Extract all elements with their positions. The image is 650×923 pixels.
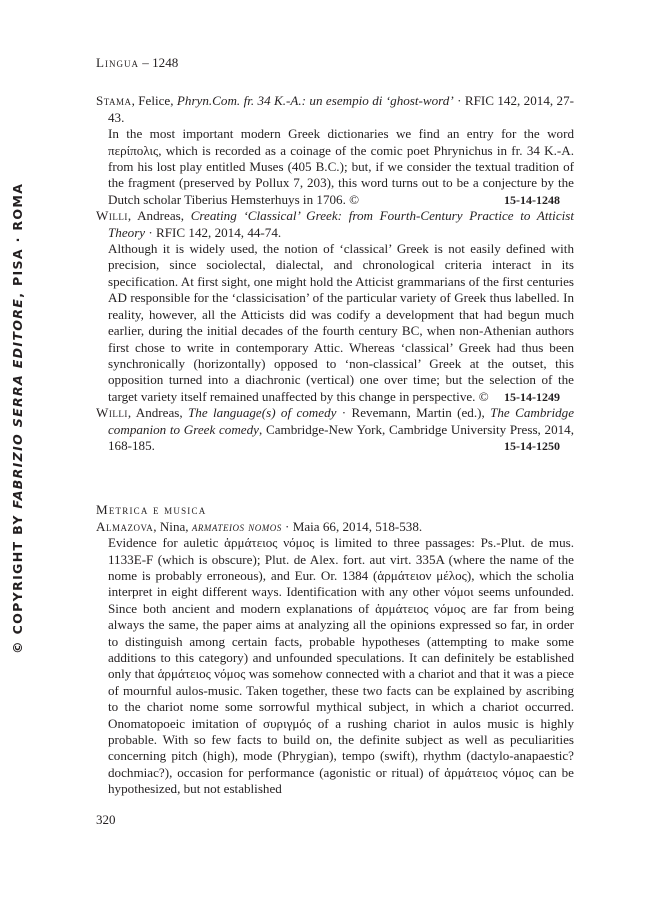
- bibliography-entry: [96, 405, 574, 454]
- entry-code: 15-14-1248: [504, 192, 560, 207]
- header-section: Lingua: [96, 55, 139, 70]
- page-body: [96, 55, 574, 798]
- entry-citation: [96, 93, 574, 126]
- copyright-sidebar: [0, 0, 28, 923]
- entry-author: Willi: [96, 405, 128, 421]
- entry-citation: [96, 405, 574, 454]
- entry-author-first: , Andreas,: [127, 208, 191, 224]
- entry-abstract: [96, 535, 574, 798]
- entry-source: · Revemann, Martin (ed.),: [336, 405, 491, 421]
- bibliography-entry: [96, 208, 574, 405]
- entry-title-2: The Cambridge companion to Greek comedy: [108, 405, 575, 437]
- entry-author: Stama: [96, 93, 132, 109]
- entry-code: 15-14-1250: [504, 438, 560, 453]
- abstract-text: Although it is widely used, the notion of ‘classical’ Greek is not easily defined with precision, since sociolectal, dialectal, and chronological criteria interact in its specification. At first sight, one might hold the Atticist grammarians of the first centuries AD responsible for the ‘classicisation’ of the particular variety of Greek thus labelled. In reality, however, all the Atticists did was codify a development that had begun much earlier, during the initial decades of the fourth century BC, when non-Athenian authors first chose to write in contemporary Attic. Whereas ‘classical’ Greek had thus been synchronically (horizontally) opposed to ‘non-classical’ Greek at the outset, this opposition turned into a diachronic (vertical) one over time; but the selection of the target variety itself remained unaffected by this change in perspective. ©: [108, 241, 574, 404]
- entry-title: The language(s) of comedy: [188, 405, 337, 421]
- section-title: Metrica e musica: [96, 502, 207, 518]
- entry-abstract: [96, 241, 574, 405]
- entry-citation: [96, 519, 574, 535]
- entry-author-first: , Andreas,: [127, 405, 189, 421]
- copyright-publisher: FABRIZIO SERRA EDITORE: [10, 297, 25, 509]
- bibliography-entry: [96, 519, 574, 798]
- entry-author: Almazova: [96, 518, 154, 534]
- copyright-prefix: © COPYRIGHT BY: [10, 508, 25, 654]
- entry-abstract: [96, 126, 574, 208]
- entry-code: 15-14-1249: [504, 389, 560, 404]
- entry-author-first: , Felice,: [131, 93, 177, 109]
- header-range: – 1248: [142, 55, 179, 70]
- entry-title: Creating ‘Classical’ Greek: from Fourth-Century Practice to Atticist Theory: [108, 208, 574, 240]
- entry-citation: [96, 208, 574, 241]
- entry-source-2: , Cambridge-New York, Cambridge University Press, 2014, 168-185.: [108, 421, 574, 453]
- copyright-suffix: , PISA · ROMA: [10, 182, 25, 298]
- copyright-notice: [10, 183, 25, 654]
- running-header: [96, 55, 574, 71]
- entry-title: Phryn.Com. fr. 34 K.-A.: un esempio di ‘ghost-word’: [176, 93, 454, 109]
- entry-author-first: , Nina,: [153, 518, 192, 534]
- abstract-text: Evidence for auletic ἁρμάτειος νόμος is limited to three passages: Ps.-Plut. de mus. 1133E-F (which is obscure); Plut. de Alex. fort. aut virt. 335A (where the name of the nome is probably erroneous), and Eur. Or. 1384 (ἁρμάτειον μέλος), which the scholia interpret in eight different ways. Identification with any other νόμοι seems unfounded. Since both ancient and modern explanations of ἁρμάτειος νόμος are far from being always the same, the paper aims at analyzing all the opinions expressed so far, in order to distinguish among certain facts, probable hypotheses (attempting to make some additions to this category) and unfounded speculations. It can definitely be established only that ἁρμάτειος νόμος was somehow connected with a chariot and that it was a piece of mournful aulos-music. Taken together, these two facts can be explained by ascribing to the chariot nome some sorrowful mythical subject, in which a chariot occurred. Onomatopoeic imitation of συριγμός of a rushing chariot in aulos music is highly probable. With so few facts to build on, the definite subject as well as peculiarities concerning pitch (high), mode (Phrygian), tempo (swift), rhythm (dactylo-anapaestic? dochmiac?), occasion for performance (agonistic or ritual) of ἁρμάτειος νόμος can be hypothesized, but not established: [108, 535, 574, 797]
- page-number: 320: [96, 812, 116, 827]
- abstract-text: In the most important modern Greek dictionaries we find an entry for the word περίπολις, which is recorded as a coinage of the comic poet Phrynichus in fr. 34 K.-A. from his lost play entitled Muses (405 B.C.); but, if we consider the textual tradition of the fragment (preserved by Pollux 7, 203), this word turns out to be a conjecture by the Dutch scholar Tiberius Hemsterhuys in 1706. ©: [108, 126, 574, 207]
- entry-source: · RFIC 142, 2014, 27-43.: [108, 93, 574, 125]
- entry-source: · RFIC 142, 2014, 44-74.: [145, 224, 282, 240]
- entry-source: · Maia 66, 2014, 518-538.: [281, 518, 423, 534]
- entry-author: Willi: [96, 208, 128, 224]
- entry-title: armateios nomos: [191, 518, 282, 534]
- bibliography-entry: [96, 93, 574, 208]
